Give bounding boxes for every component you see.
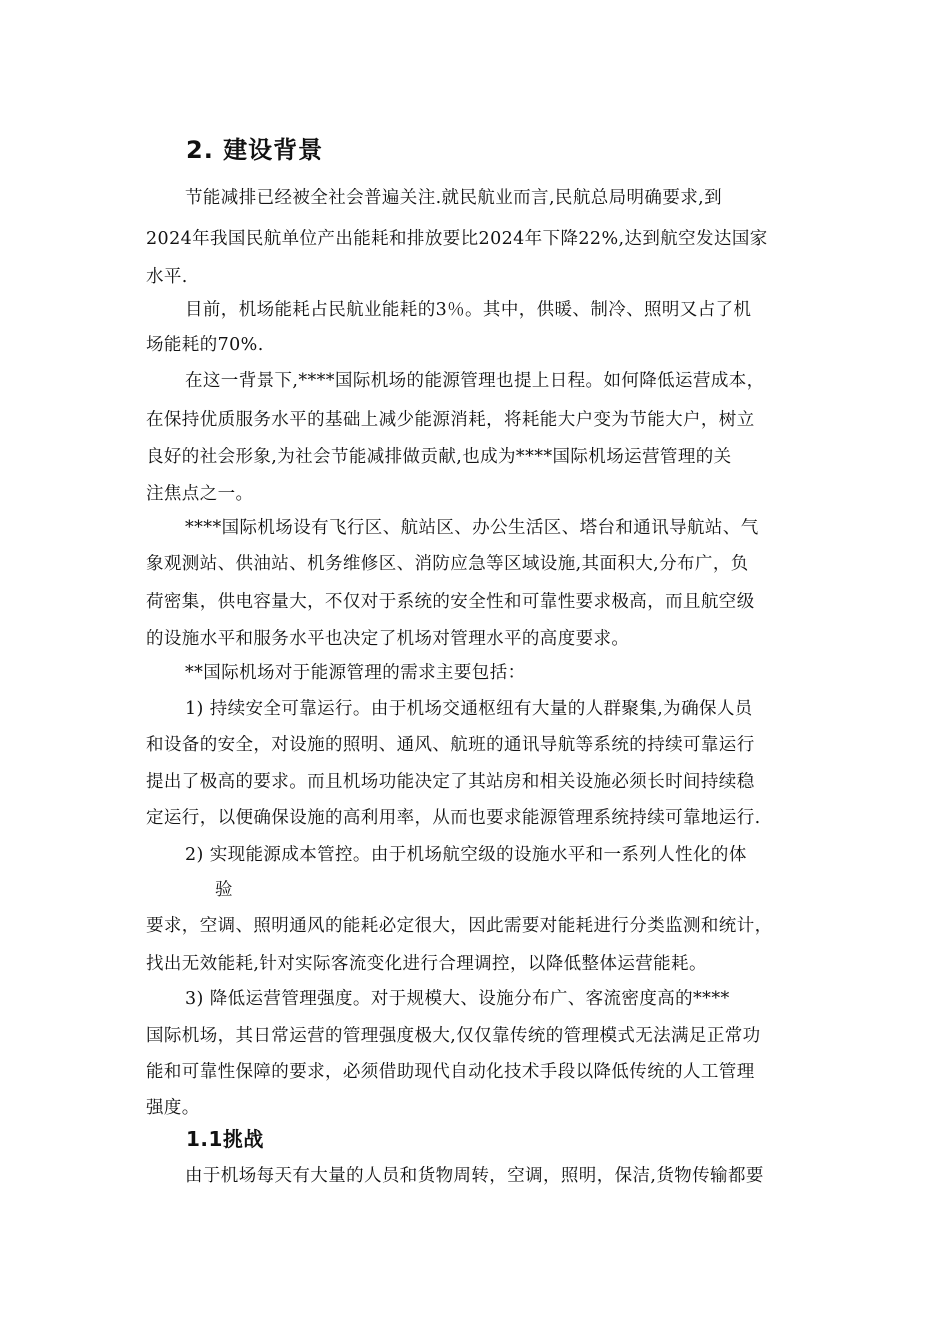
paragraph-line: 场能耗的70%.	[146, 335, 264, 355]
paragraph-line: 荷密集，供电容量大，不仅对于系统的安全性和可靠性要求极高，而且航空级	[146, 592, 755, 612]
subsection-heading: 1.1挑战	[186, 1127, 264, 1151]
list-item-line: 2) 实现能源成本管控。由于机场航空级的设施水平和一系列人性化的体	[185, 845, 747, 865]
list-item-line: 3) 降低运营管理强度。对于规模大、设施分布广、客流密度高的****	[185, 989, 730, 1009]
paragraph-line: 目前，机场能耗占民航业能耗的3％。其中，供暖、制冷、照明又占了机	[185, 300, 752, 320]
list-item-line: 要求，空调、照明通风的能耗必定很大，因此需要对能耗进行分类监测和统计，	[146, 916, 773, 936]
list-item-line: 国际机场，其日常运营的管理强度极大,仅仅靠传统的管理模式无法满足正常功	[146, 1026, 761, 1046]
paragraph-line: 良好的社会形象,为社会节能减排做贡献,也成为****国际机场运营管理的关	[146, 447, 732, 467]
list-item-line: 定运行，以便确保设施的高利用率，从而也要求能源管理系统持续可靠地运行.	[146, 808, 761, 828]
section-heading: 2. 建设背景	[186, 136, 324, 164]
list-item-line: 提出了极高的要求。而且机场功能决定了其站房和相关设施必须长时间持续稳	[146, 772, 755, 792]
paragraph-line: 节能减排已经被全社会普遍关注.就民航业而言,民航总局明确要求,到	[185, 188, 722, 208]
list-item-line: 和设备的安全，对设施的照明、通风、航班的通讯导航等系统的持续可靠运行	[146, 735, 755, 755]
paragraph-line: 由于机场每天有大量的人员和货物周转，空调，照明，保洁,货物传输都要	[185, 1166, 764, 1186]
list-item-line: 能和可靠性保障的要求，必须借助现代自动化技术手段以降低传统的人工管理	[146, 1062, 755, 1082]
paragraph-line: 象观测站、供油站、机务维修区、消防应急等区域设施,其面积大,分布广，负	[146, 554, 749, 574]
paragraph-line: 在保持优质服务水平的基础上减少能源消耗，将耗能大户变为节能大户，树立	[146, 410, 755, 430]
list-item-line: 验	[215, 880, 233, 900]
paragraph-line: 注焦点之一。	[146, 484, 254, 504]
paragraph-line: ****国际机场设有飞行区、航站区、办公生活区、塔台和通讯导航站、气	[185, 518, 759, 538]
paragraph-line: 水平.	[146, 267, 188, 287]
paragraph-line: **国际机场对于能源管理的需求主要包括：	[185, 663, 526, 683]
list-item-line: 1) 持续安全可靠运行。由于机场交通枢纽有大量的人群聚集,为确保人员	[185, 699, 753, 719]
paragraph-line: 的设施水平和服务水平也决定了机场对管理水平的高度要求。	[146, 629, 630, 649]
list-item-line: 找出无效能耗,针对实际客流变化进行合理调控，以降低整体运营能耗。	[146, 954, 707, 974]
list-item-line: 强度。	[146, 1098, 200, 1118]
paragraph-line: 2024年我国民航单位产出能耗和排放要比2024年下降22%,达到航空发达国家	[146, 229, 768, 249]
paragraph-line: 在这一背景下,****国际机场的能源管理也提上日程。如何降低运营成本，	[185, 371, 765, 391]
